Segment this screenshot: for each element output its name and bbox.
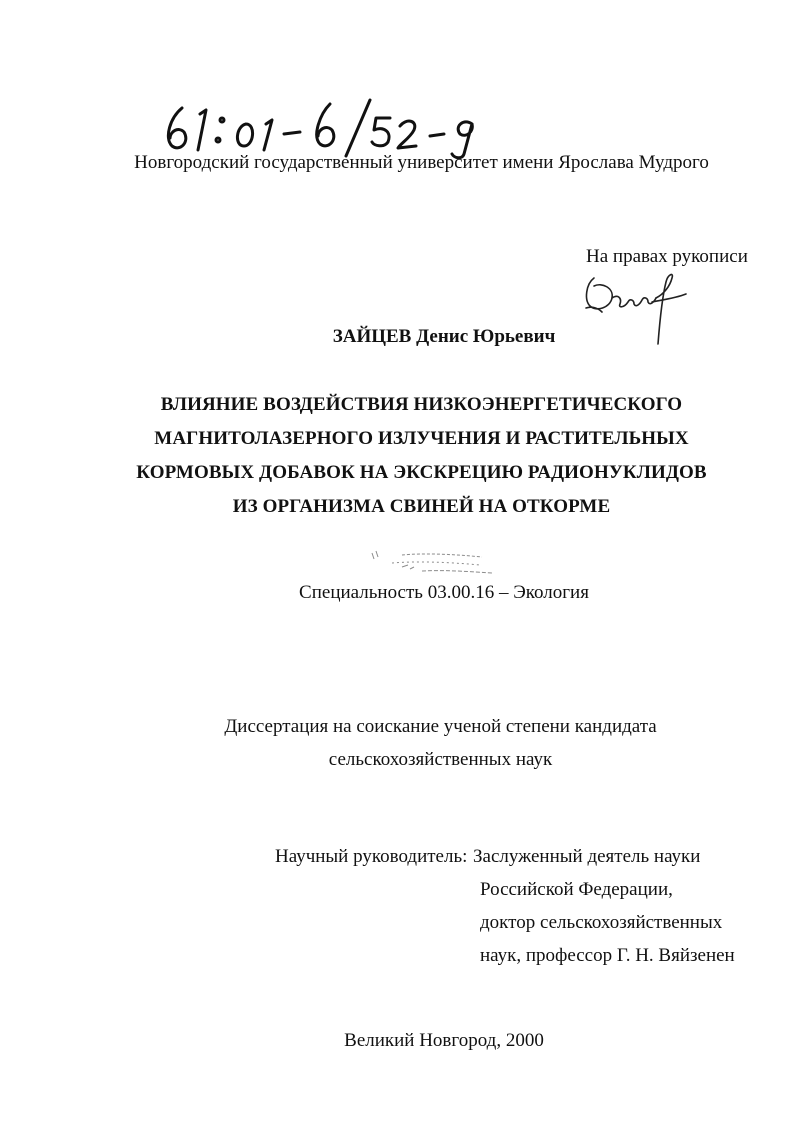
supervisor-line: Российской Федерации,	[480, 879, 673, 900]
title-line: КОРМОВЫХ ДОБАВОК НА ЭКСКРЕЦИЮ РАДИОНУКЛИДОВ	[136, 462, 707, 483]
dissertation-title	[0, 388, 793, 524]
specialty: Специальность 03.00.16 – Экология	[299, 582, 589, 603]
title-line: ВЛИЯНИЕ ВОЗДЕЙСТВИЯ НИЗКОЭНЕРГЕТИЧЕСКОГО	[160, 394, 683, 415]
supervisor-line: наук, профессор Г. Н. Вяйзенен	[480, 945, 735, 966]
degree-line: Диссертация на соискание ученой степени кандидата	[224, 716, 657, 737]
city-year: Великий Новгород, 2000	[344, 1030, 544, 1051]
title-line: МАГНИТОЛАЗЕРНОГО ИЗЛУЧЕНИЯ И РАСТИТЕЛЬНЫХ	[154, 428, 689, 449]
rights-note: На правах рукописи	[586, 246, 748, 267]
handwritten-call-number	[160, 90, 500, 160]
supervisor-line: доктор сельскохозяйственных	[480, 912, 723, 933]
author-name: ЗАЙЦЕВ Денис Юрьевич	[332, 326, 556, 347]
dissertation-degree	[0, 710, 793, 776]
degree-line: сельскохозяйственных наук	[328, 749, 553, 770]
university-name: Новгородский государственный университет имени Ярослава Мудрого	[134, 152, 709, 173]
supervisor-label: Научный руководитель:	[275, 846, 468, 867]
title-line: ИЗ ОРГАНИЗМА СВИНЕЙ НА ОТКОРМЕ	[232, 496, 611, 517]
supervisor-line: Заслуженный деятель науки	[473, 846, 701, 867]
scientific-supervisor	[275, 840, 735, 972]
